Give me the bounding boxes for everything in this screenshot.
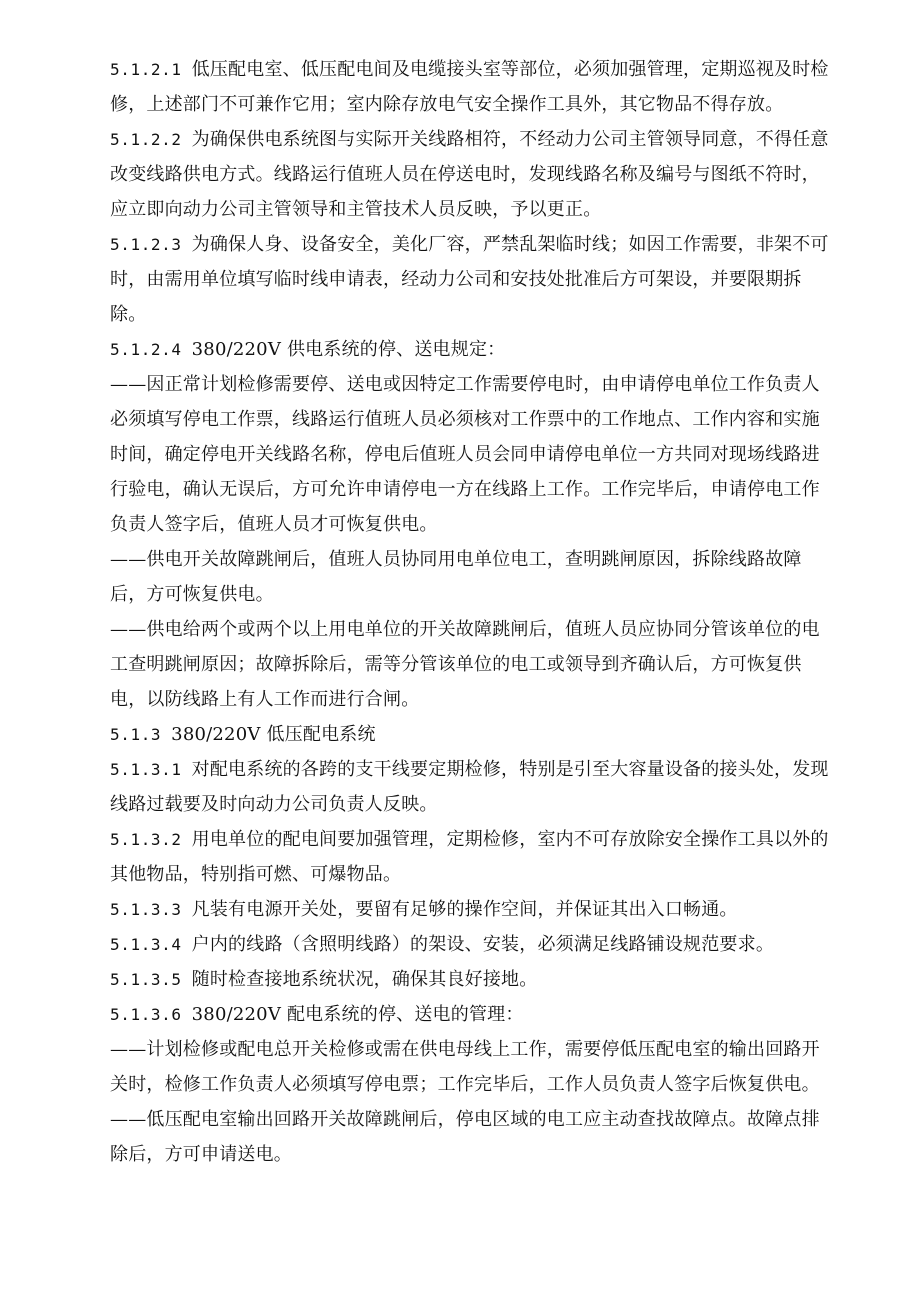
- dash-item-text: ——供电给两个或两个以上用电单位的开关故障跳闸后，值班人员应协同分管该单位的电工查明跳闸原因；故障拆除后，需等分管该单位的电工或领导到齐确认后，方可恢复供电，以防线路上有人工作而进行合闸。: [110, 619, 820, 710]
- clause-text: 为确保人身、设备安全，美化厂容，严禁乱架临时线；如因工作需要，非架不可时，由需用单位填写临时线申请表，经动力公司和安技处批准后方可架设，并要限期拆除。: [110, 234, 829, 325]
- section-title: 380/220V 低压配电系统: [171, 724, 376, 745]
- clause-number: 5.1.3.6: [110, 1005, 182, 1024]
- clause-number: 5.1.2.2: [110, 130, 182, 149]
- clause-5-1-2-1: [110, 52, 836, 122]
- clause-number: 5.1.3.4: [110, 935, 182, 954]
- clause-5-1-3-1: [110, 752, 836, 822]
- clause-text: 380/220V 供电系统的停、送电规定：: [191, 339, 506, 360]
- clause-text: 低压配电室、低压配电间及电缆接头室等部位，必须加强管理，定期巡视及时检修，上述部门不可兼作它用；室内除存放电气安全操作工具外，其它物品不得存放。: [110, 59, 829, 115]
- clause-number: 5.1.3.2: [110, 830, 182, 849]
- clause-text: 380/220V 配电系统的停、送电的管理：: [191, 1004, 524, 1025]
- dash-item-text: ——低压配电室输出回路开关故障跳闸后，停电区域的电工应主动查找故障点。故障点排除后，方可申请送电。: [110, 1109, 820, 1165]
- clause-5-1-3-4: [110, 927, 836, 962]
- clause-text: 凡装有电源开关处，要留有足够的操作空间，并保证其出入口畅通。: [191, 899, 738, 920]
- clause-text: 用电单位的配电间要加强管理，定期检修，室内不可存放除安全操作工具以外的其他物品，特别指可燃、可爆物品。: [110, 829, 829, 885]
- dash-item-output-trip: [110, 1102, 836, 1172]
- dash-item-switch-trip: [110, 542, 836, 612]
- clause-number: 5.1.3.3: [110, 900, 182, 919]
- clause-number: 5.1.2.4: [110, 340, 182, 359]
- clause-number: 5.1.2.3: [110, 235, 182, 254]
- clause-5-1-3-6: [110, 997, 836, 1032]
- clause-5-1-3-3: [110, 892, 836, 927]
- dash-item-text: ——因正常计划检修需要停、送电或因特定工作需要停电时，由申请停电单位工作负责人必须填写停电工作票，线路运行值班人员必须核对工作票中的工作地点、工作内容和实施时间，确定停电开关线路名称，停电后值班人员会同申请停电单位一方共同对现场线路进行验电，确认无误后，方可允许申请停电一方在线路上工作。工作完毕后，申请停电工作负责人签字后，值班人员才可恢复供电。: [110, 374, 820, 535]
- dash-item-text: ——供电开关故障跳闸后，值班人员协同用电单位电工，查明跳闸原因，拆除线路故障后，方可恢复供电。: [110, 549, 802, 605]
- clause-text: 随时检查接地系统状况，确保其良好接地。: [191, 969, 538, 990]
- clause-5-1-3-2: [110, 822, 836, 892]
- section-heading-5-1-3: [110, 717, 836, 752]
- dash-item-multi-unit-trip: [110, 612, 836, 717]
- dash-item-text: ——计划检修或配电总开关检修或需在供电母线上工作，需要停低压配电室的输出回路开关时，检修工作负责人必须填写停电票；工作完毕后，工作人员负责人签字后恢复供电。: [110, 1039, 820, 1095]
- clause-number: 5.1.3: [110, 725, 162, 744]
- clause-text: 对配电系统的各跨的支干线要定期检修，特别是引至大容量设备的接头处，发现线路过载要及时向动力公司负责人反映。: [110, 759, 829, 815]
- clause-text: 户内的线路（含照明线路）的架设、安装，必须满足线路铺设规范要求。: [191, 934, 775, 955]
- dash-item-planned-outage: [110, 367, 836, 542]
- clause-5-1-2-4: [110, 332, 836, 367]
- clause-5-1-2-3: [110, 227, 836, 332]
- clause-number: 5.1.2.1: [110, 60, 182, 79]
- clause-5-1-3-5: [110, 962, 836, 997]
- dash-item-planned-maintenance: [110, 1032, 836, 1102]
- document-body: [110, 52, 836, 1172]
- clause-5-1-2-2: [110, 122, 836, 227]
- clause-text: 为确保供电系统图与实际开关线路相符，不经动力公司主管领导同意，不得任意改变线路供电方式。线路运行值班人员在停送电时，发现线路名称及编号与图纸不符时，应立即向动力公司主管领导和主管技术人员反映，予以更正。: [110, 129, 829, 220]
- clause-number: 5.1.3.1: [110, 760, 182, 779]
- clause-number: 5.1.3.5: [110, 970, 182, 989]
